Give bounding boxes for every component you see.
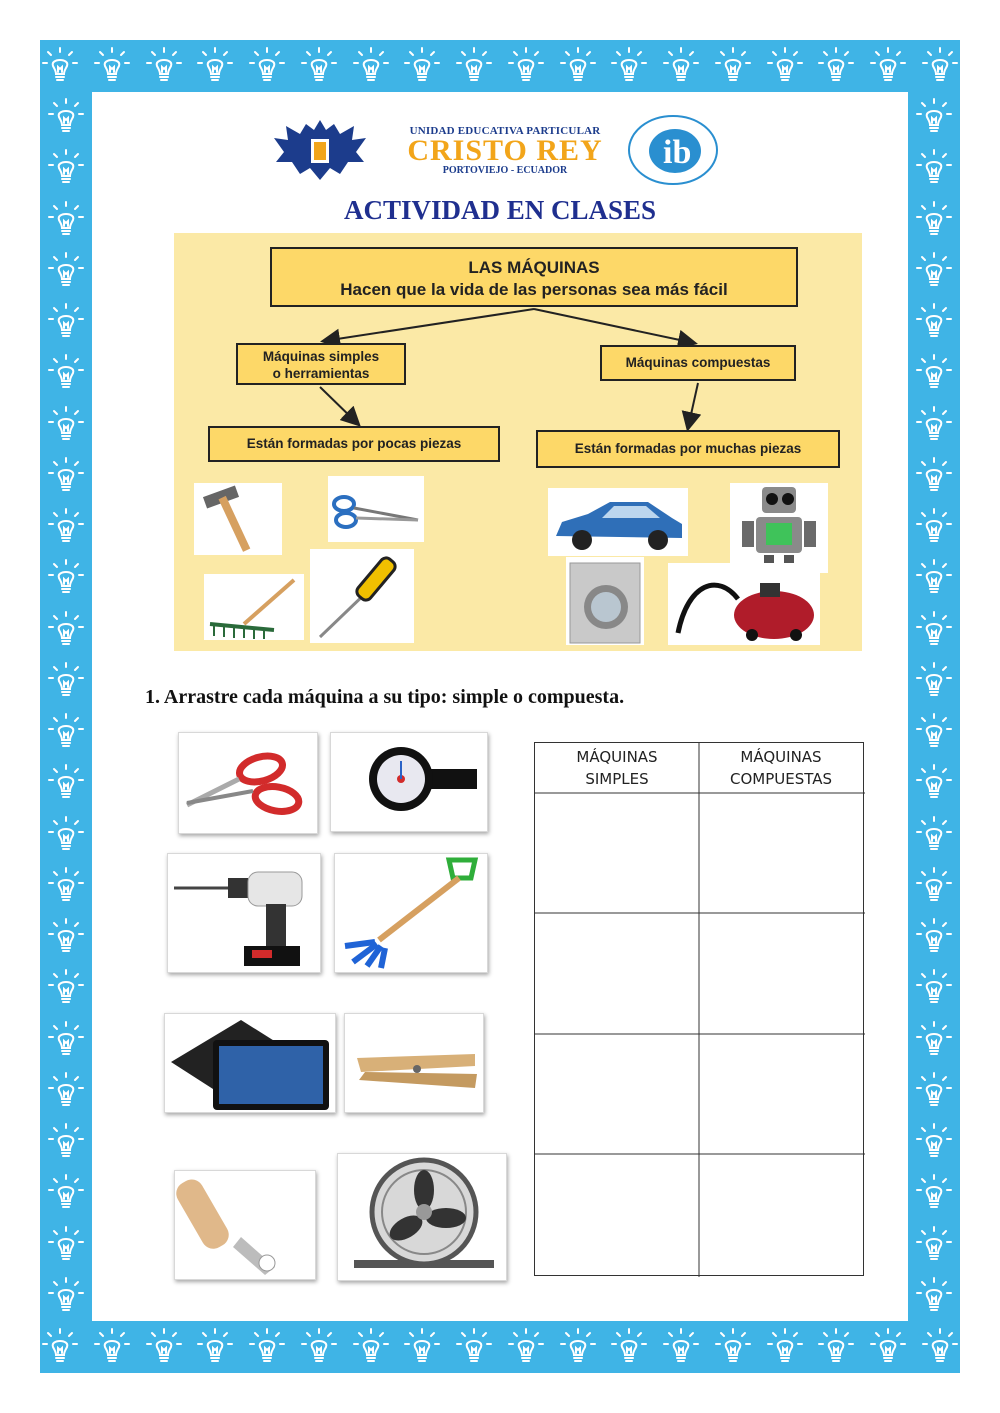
lightbulb-icon	[46, 1071, 86, 1111]
lightbulb-icon	[92, 1327, 132, 1367]
concept-map	[174, 233, 862, 651]
lightbulb-icon	[765, 1327, 805, 1367]
header-simple-line2: SIMPLES	[585, 770, 649, 788]
lightbulb-icon	[144, 1327, 184, 1367]
lightbulb-icon	[46, 815, 86, 855]
lightbulb-icon	[299, 1327, 339, 1367]
lightbulb-icon	[46, 1225, 86, 1265]
lightbulb-icon	[40, 1327, 80, 1367]
lightbulb-icon	[816, 1327, 856, 1367]
lightbulb-icon	[299, 46, 339, 86]
lightbulb-icon	[46, 712, 86, 752]
lightbulb-icon	[46, 1122, 86, 1162]
lightbulb-icon	[868, 46, 908, 86]
vacuum-cleaner-picture	[668, 563, 820, 645]
school-name	[385, 125, 625, 176]
lightbulb-icon	[46, 507, 86, 547]
school-name-line1: UNIDAD EDUCATIVA PARTICULAR	[409, 125, 601, 137]
card-tablet[interactable]	[164, 1013, 336, 1113]
lightbulb-icon	[558, 46, 598, 86]
school-location: PORTOVIEJO - ECUADOR	[442, 165, 568, 176]
lightbulb-icon	[351, 46, 391, 86]
lightbulb-icon	[868, 1327, 908, 1367]
concept-root-subtitle: Hacen que la vida de las personas sea más fácil	[340, 280, 728, 299]
lightbulb-icon	[46, 1020, 86, 1060]
lightbulb-icon	[914, 968, 954, 1008]
drop-zone-compound-1[interactable]	[700, 794, 864, 913]
hammer-picture	[194, 483, 282, 555]
lightbulb-icon	[914, 1020, 954, 1060]
lightbulb-icon	[402, 1327, 442, 1367]
lightbulb-icon	[247, 1327, 287, 1367]
lightbulb-icon	[46, 558, 86, 598]
lightbulb-icon	[46, 97, 86, 137]
lightbulb-icon	[914, 456, 954, 496]
simple-machines-sublabel: o herramientas	[272, 366, 370, 381]
rake-icon	[335, 854, 487, 972]
eagle-crest-logo	[270, 112, 370, 184]
question-text: 1. Arrastre cada máquina a su tipo: simple o compuesta.	[145, 686, 625, 708]
lightbulb-icon	[46, 353, 86, 393]
concept-root-box	[270, 247, 798, 307]
lightbulb-icon	[609, 1327, 649, 1367]
lightbulb-icon	[46, 302, 86, 342]
header-compound-line2: COMPUESTAS	[729, 770, 833, 788]
simple-machines-label: Máquinas simples	[262, 349, 380, 364]
lightbulb-icon	[661, 1327, 701, 1367]
card-smartwatch[interactable]	[330, 732, 488, 832]
robot-picture	[730, 483, 828, 573]
lightbulb-icon	[920, 1327, 960, 1367]
lightbulb-icon	[914, 763, 954, 803]
lightbulb-icon	[914, 1122, 954, 1162]
lightbulb-icon	[914, 507, 954, 547]
scissors-picture	[328, 476, 424, 542]
lightbulb-icon	[661, 46, 701, 86]
lightbulb-icon	[914, 866, 954, 906]
lightbulb-icon	[46, 968, 86, 1008]
drop-zone-compound-4[interactable]	[700, 1155, 864, 1275]
lightbulb-icon	[195, 46, 235, 86]
ib-world-school-logo	[625, 113, 721, 187]
lightbulb-icon	[351, 1327, 391, 1367]
lightbulb-icon	[914, 1225, 954, 1265]
card-scissors[interactable]	[178, 732, 318, 834]
lightbulb-icon	[609, 46, 649, 86]
fan-icon	[338, 1154, 506, 1280]
lightbulb-icon	[46, 917, 86, 957]
lightbulb-icon	[914, 148, 954, 188]
simple-machines-box	[236, 343, 406, 385]
lightbulb-icon	[506, 46, 546, 86]
bottle-opener-icon	[175, 1171, 315, 1279]
concept-root-title: LAS MÁQUINAS	[468, 258, 600, 277]
lightbulb-icon	[195, 1327, 235, 1367]
ib-logo-letters: ib	[663, 134, 692, 171]
washing-machine-picture	[566, 557, 644, 645]
lightbulb-icon	[46, 456, 86, 496]
lightbulb-icon	[92, 46, 132, 86]
lightbulb-icon	[46, 866, 86, 906]
lightbulb-icon	[914, 302, 954, 342]
lightbulb-icon	[46, 405, 86, 445]
card-clothespin[interactable]	[344, 1013, 484, 1113]
card-cordless-drill[interactable]	[167, 853, 321, 973]
smartwatch-icon	[331, 733, 487, 831]
lightbulb-icon	[914, 97, 954, 137]
lightbulb-icon	[144, 46, 184, 86]
lightbulb-icon	[46, 148, 86, 188]
lightbulb-icon	[914, 558, 954, 598]
drop-zone-compound-3[interactable]	[700, 1035, 864, 1154]
clothespin-icon	[345, 1014, 483, 1112]
lightbulb-icon	[40, 46, 80, 86]
lightbulb-icon	[914, 1071, 954, 1111]
lightbulb-icon	[816, 46, 856, 86]
school-name-line2: CRISTO REY	[407, 134, 603, 167]
lightbulb-icon	[46, 251, 86, 291]
header-compound-line1: MÁQUINAS	[740, 748, 822, 766]
rake-picture	[204, 574, 304, 640]
lightbulb-icon	[506, 1327, 546, 1367]
screwdriver-picture	[310, 549, 414, 643]
lightbulb-icon	[914, 815, 954, 855]
lightbulb-icon	[914, 251, 954, 291]
lightbulb-icon	[46, 763, 86, 803]
lightbulb-icon	[914, 917, 954, 957]
lightbulb-icon	[914, 610, 954, 650]
drop-zone-simple-4[interactable]	[535, 1155, 699, 1275]
drill-icon	[168, 854, 320, 972]
card-garden-rake[interactable]	[334, 853, 488, 973]
sorting-table	[534, 742, 864, 1276]
compound-machines-description: Están formadas por muchas piezas	[536, 430, 840, 468]
drop-zone-simple-3[interactable]	[535, 1035, 699, 1154]
lightbulb-icon	[247, 46, 287, 86]
scissors-icon	[179, 733, 317, 833]
lightbulb-icon	[914, 1173, 954, 1213]
lightbulb-icon	[454, 1327, 494, 1367]
lightbulb-icon	[914, 1276, 954, 1316]
lightbulb-icon	[46, 610, 86, 650]
lightbulb-icon	[765, 46, 805, 86]
card-bottle-opener[interactable]	[174, 1170, 316, 1280]
lightbulb-icon	[558, 1327, 598, 1367]
lightbulb-icon	[402, 46, 442, 86]
compound-machines-box: Máquinas compuestas	[600, 345, 796, 381]
car-picture	[548, 488, 688, 556]
simple-machines-description: Están formadas por pocas piezas	[208, 426, 500, 462]
lightbulb-icon	[46, 1173, 86, 1213]
drop-zone-compound-2[interactable]	[700, 914, 864, 1034]
page-title: ACTIVIDAD EN CLASES	[343, 195, 657, 225]
drop-zone-simple-2[interactable]	[535, 914, 699, 1034]
card-floor-fan[interactable]	[337, 1153, 507, 1281]
lightbulb-icon	[713, 1327, 753, 1367]
tablet-icon	[165, 1014, 335, 1112]
lightbulb-icon	[454, 46, 494, 86]
lightbulb-icon	[46, 661, 86, 701]
lightbulb-icon	[914, 353, 954, 393]
lightbulb-icon	[914, 405, 954, 445]
lightbulb-icon	[914, 661, 954, 701]
header-simple-line1: MÁQUINAS	[576, 748, 658, 766]
lightbulb-icon	[920, 46, 960, 86]
lightbulb-icon	[914, 712, 954, 752]
lightbulb-icon	[46, 1276, 86, 1316]
lightbulb-icon	[713, 46, 753, 86]
drop-zone-simple-1[interactable]	[535, 794, 699, 913]
